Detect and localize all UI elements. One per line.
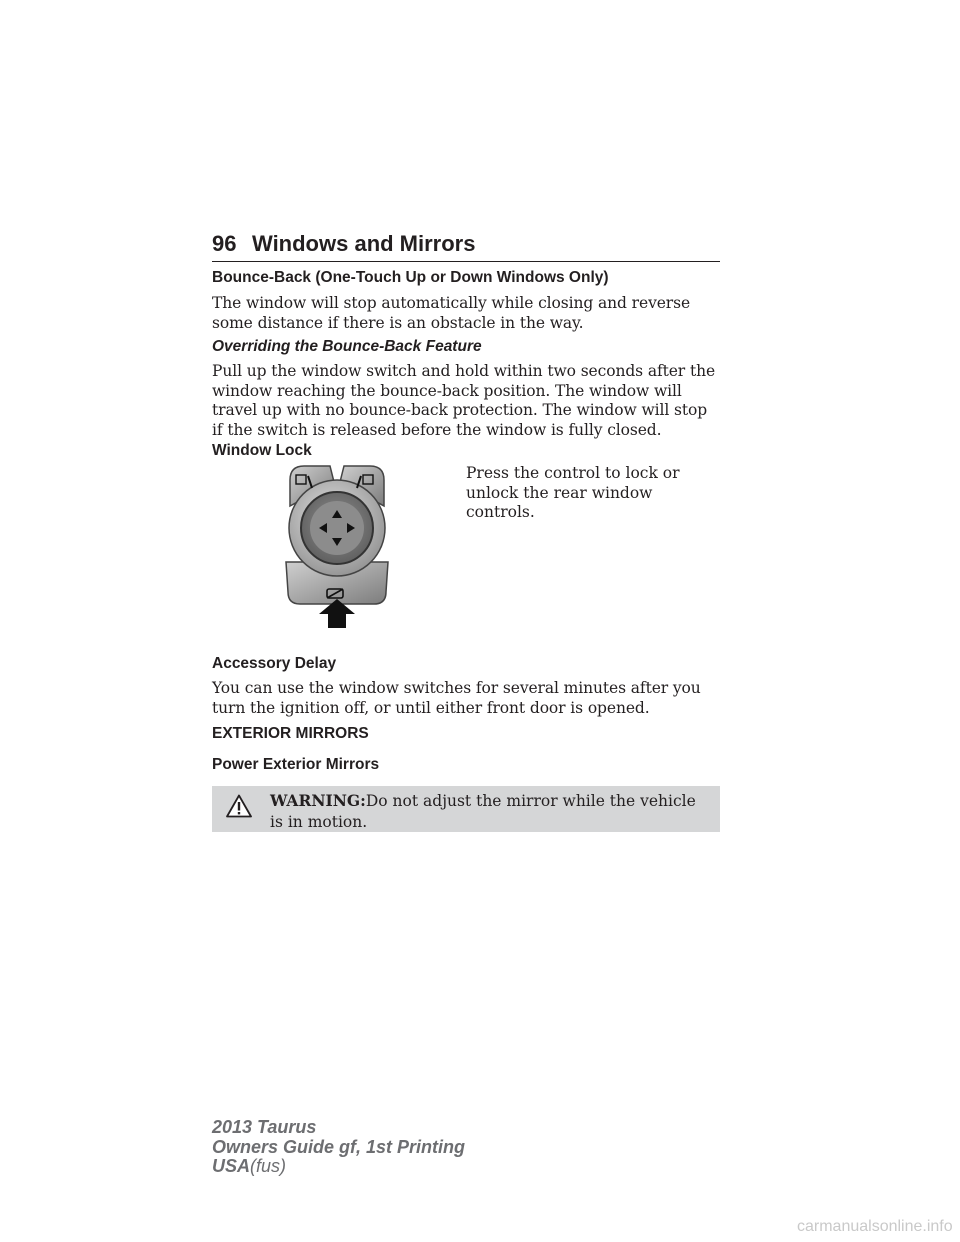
footer-usa: USA xyxy=(212,1156,251,1176)
warning-triangle-icon xyxy=(226,794,252,818)
warning-text: Do not adjust the mirror while the vehicle is in motion. xyxy=(270,792,696,831)
accessory-delay-section xyxy=(212,654,720,718)
footer-line-2: Owners Guide gf, 1st Printing xyxy=(212,1136,466,1157)
footer-fus: (fus) xyxy=(250,1156,287,1176)
page-header xyxy=(212,230,720,262)
exterior-mirrors-heading: EXTERIOR MIRRORS xyxy=(212,725,369,742)
accessory-delay-heading: Accessory Delay xyxy=(212,655,337,672)
override-section xyxy=(212,337,720,440)
window-lock-body: Press the control to lock or unlock the rear window controls. xyxy=(466,464,680,521)
page-footer xyxy=(212,1118,465,1177)
footer-line-3 xyxy=(212,1157,465,1177)
window-lock-section xyxy=(212,441,720,461)
bounce-back-section xyxy=(212,268,720,333)
warning-label: WARNING: xyxy=(270,791,366,810)
up-arrow-icon xyxy=(319,599,355,628)
override-heading: Overriding the Bounce-Back Feature xyxy=(212,338,482,355)
power-mirrors-heading: Power Exterior Mirrors xyxy=(212,756,380,773)
accessory-delay-body: You can use the window switches for several minutes after you turn the ignition off, or until either front door is opened. xyxy=(212,679,701,717)
override-body: Pull up the window switch and hold within two seconds after the window reaching the bounce-back position. The window will travel up with no bounce-back protection. The window will stop if the switch is released before the window is fully closed. xyxy=(212,362,716,439)
warning-box xyxy=(212,786,720,832)
exterior-mirrors-section xyxy=(212,724,720,775)
watermark: carmanualsonline.info xyxy=(797,1218,953,1235)
window-lock-heading: Window Lock xyxy=(212,442,312,459)
footer-line-1: 2013 Taurus xyxy=(212,1117,317,1137)
bounce-back-heading: Bounce-Back (One-Touch Up or Down Windows Only) xyxy=(212,269,609,286)
bounce-back-body: The window will stop automatically while closing and reverse some distance if there is an obstacle in the way. xyxy=(212,294,691,332)
page-number: 96 xyxy=(212,231,237,256)
warning-message xyxy=(270,790,710,833)
window-lock-figure xyxy=(282,462,392,628)
section-title: Windows and Mirrors xyxy=(252,231,476,256)
